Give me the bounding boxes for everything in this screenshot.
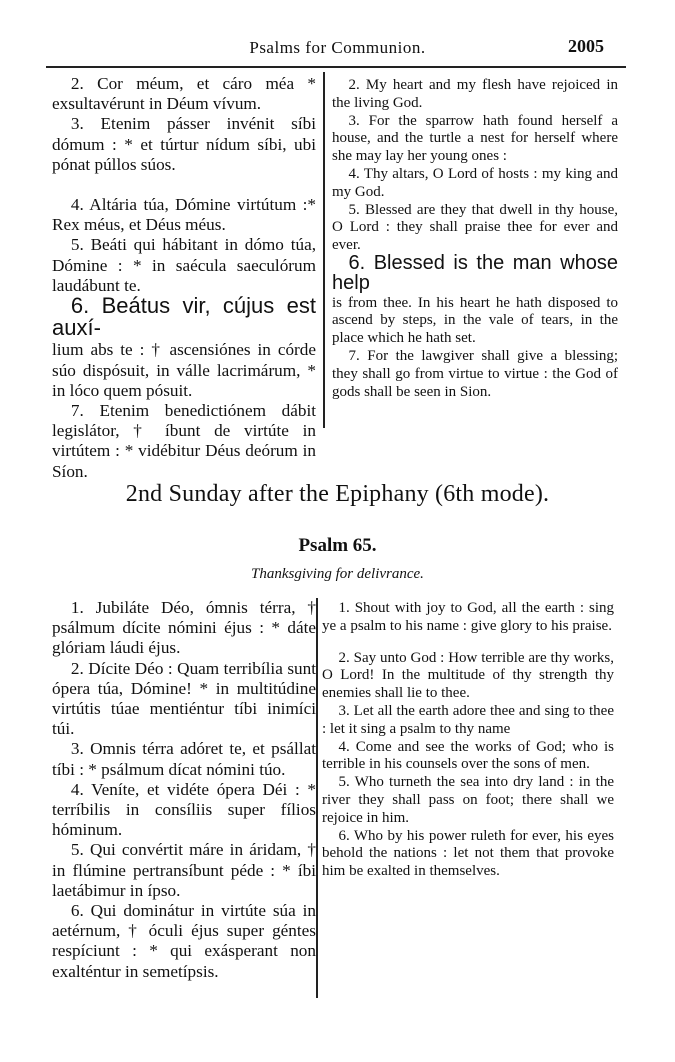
latin-verse-6-lead: 6. Beátus vir, cújus est auxí- (52, 293, 316, 341)
latin-psalm-verse-5: 5. Qui convértit máre in áridam, † in flúmine pertransíbunt péde : * íbi laetábimur in ípso. (52, 840, 316, 900)
latin-psalm-verse-6: 6. Qui dominátur in virtúte súa in aetérnum, † óculi éjus super géntes respíciunt : * qui exásperant non exalténtur in semetípsis. (52, 901, 316, 981)
english-verse-6 (332, 251, 618, 348)
psalm-title: Psalm 65. (298, 535, 377, 556)
latin-verse-3: 3. Etenim pásser invénit síbi dómum : * et túrtur nídum síbi, ubi pónat púllos súos. (52, 114, 316, 174)
english-verse-5: 5. Blessed are they that dwell in thy house, O Lord : they shall praise thee for ever and ever. (332, 201, 618, 254)
latin-column-top (52, 74, 316, 482)
verse-gap (52, 175, 316, 195)
english-verse-6-lead: 6. Blessed is the man whose help (332, 251, 618, 294)
english-psalm-verse-4: 4. Come and see the works of God; who is terrible in his counsels over the sons of men. (322, 738, 614, 773)
column-divider-bottom (316, 598, 318, 998)
english-column-bottom (322, 600, 614, 881)
english-verse-7: 7. For the lawgiver shall give a blessing; they shall go from virtue to virtue : the God of gods shall be seen in Sion. (332, 347, 618, 400)
english-psalm-verse-5: 5. Who turneth the sea into dry land : in the river they shall pass on foot; there shall we rejoice in him. (322, 774, 614, 826)
latin-verse-5: 5. Beáti qui hábitant in dómo túa, Dómine : * in saécula saeculórum laudábunt te. (52, 235, 316, 295)
english-verse-4: 4. Thy altars, O Lord of hosts : my king and my God. (332, 165, 618, 200)
english-psalm-verse-3: 3. Let all the earth adore thee and sing to thee : let it sing a psalm to thy name (322, 702, 614, 737)
latin-psalm-verse-1: 1. Jubiláte Déo, ómnis térra, † psálmum dícite nómini éjus : * dáte glóriam láudi éjus. (52, 598, 316, 658)
latin-column-bottom (52, 598, 316, 982)
english-psalm-verse-6: 6. Who by his power ruleth for ever, his eyes behold the nations : let not them that provoke him be exalted in themselves. (322, 827, 614, 880)
header-rule (46, 66, 626, 68)
psalm-subtitle: Thanksgiving for delivrance. (251, 566, 424, 582)
latin-psalm-verse-4: 4. Veníte, et vidéte ópera Déi : * terríbilis in consíliis super fílios hóminum. (52, 779, 316, 840)
verse-gap (322, 636, 614, 650)
section-heading: 2nd Sunday after the Epiphany (6th mode). (125, 481, 550, 507)
latin-psalm-verse-2: 2. Dícite Déo : Quam terribília sunt ópera túa, Dómine! * in multitúdine virtútis túae mentiéntur tíbi inimíci túi. (52, 658, 316, 739)
column-divider-top (323, 72, 325, 428)
english-verse-2: 2. My heart and my flesh have rejoiced in the living God. (332, 77, 618, 111)
english-verse-6-body: is from thee. In his heart he hath disposed to ascend by steps, in the vale of tears, in the place which he hath set. (332, 294, 618, 347)
latin-psalm-verse-3: 3. Omnis térra adóret te, et psállat tíbi : * psálmum dícat nómini túo. (52, 739, 316, 779)
page-number: 2005 (568, 36, 604, 56)
header-title: Psalms for Communion. (249, 38, 426, 57)
english-verse-3: 3. For the sparrow hath found herself a house, and the turtle a nest for herself where she may lay her young ones : (332, 112, 618, 165)
latin-verse-6 (52, 293, 316, 401)
english-column-top (332, 77, 618, 401)
english-psalm-verse-2: 2. Say unto God : How terrible are thy works, O Lord! In the multitude of thy strength thy enemies shall lie to thee. (322, 649, 614, 702)
latin-verse-4: 4. Altária túa, Dómine virtútum :* Rex méus, et Déus méus. (52, 195, 316, 235)
latin-verse-7: 7. Etenim benedictiónem dábit legislátor, † íbunt de virtúte in virtútem : * vidébitur Déus deórum in Síon. (52, 401, 316, 481)
latin-verse-6-body: lium abs te : † ascensiónes in córde súo dispósuit, in válle lacrimárum, * in lóco quem pósuit. (52, 340, 316, 400)
english-psalm-verse-1: 1. Shout with joy to God, all the earth : sing ye a psalm to his name : give glory to his praise. (322, 600, 614, 634)
latin-verse-2: 2. Cor méum, et cáro méa * exsultavérunt in Déum vívum. (52, 74, 316, 114)
